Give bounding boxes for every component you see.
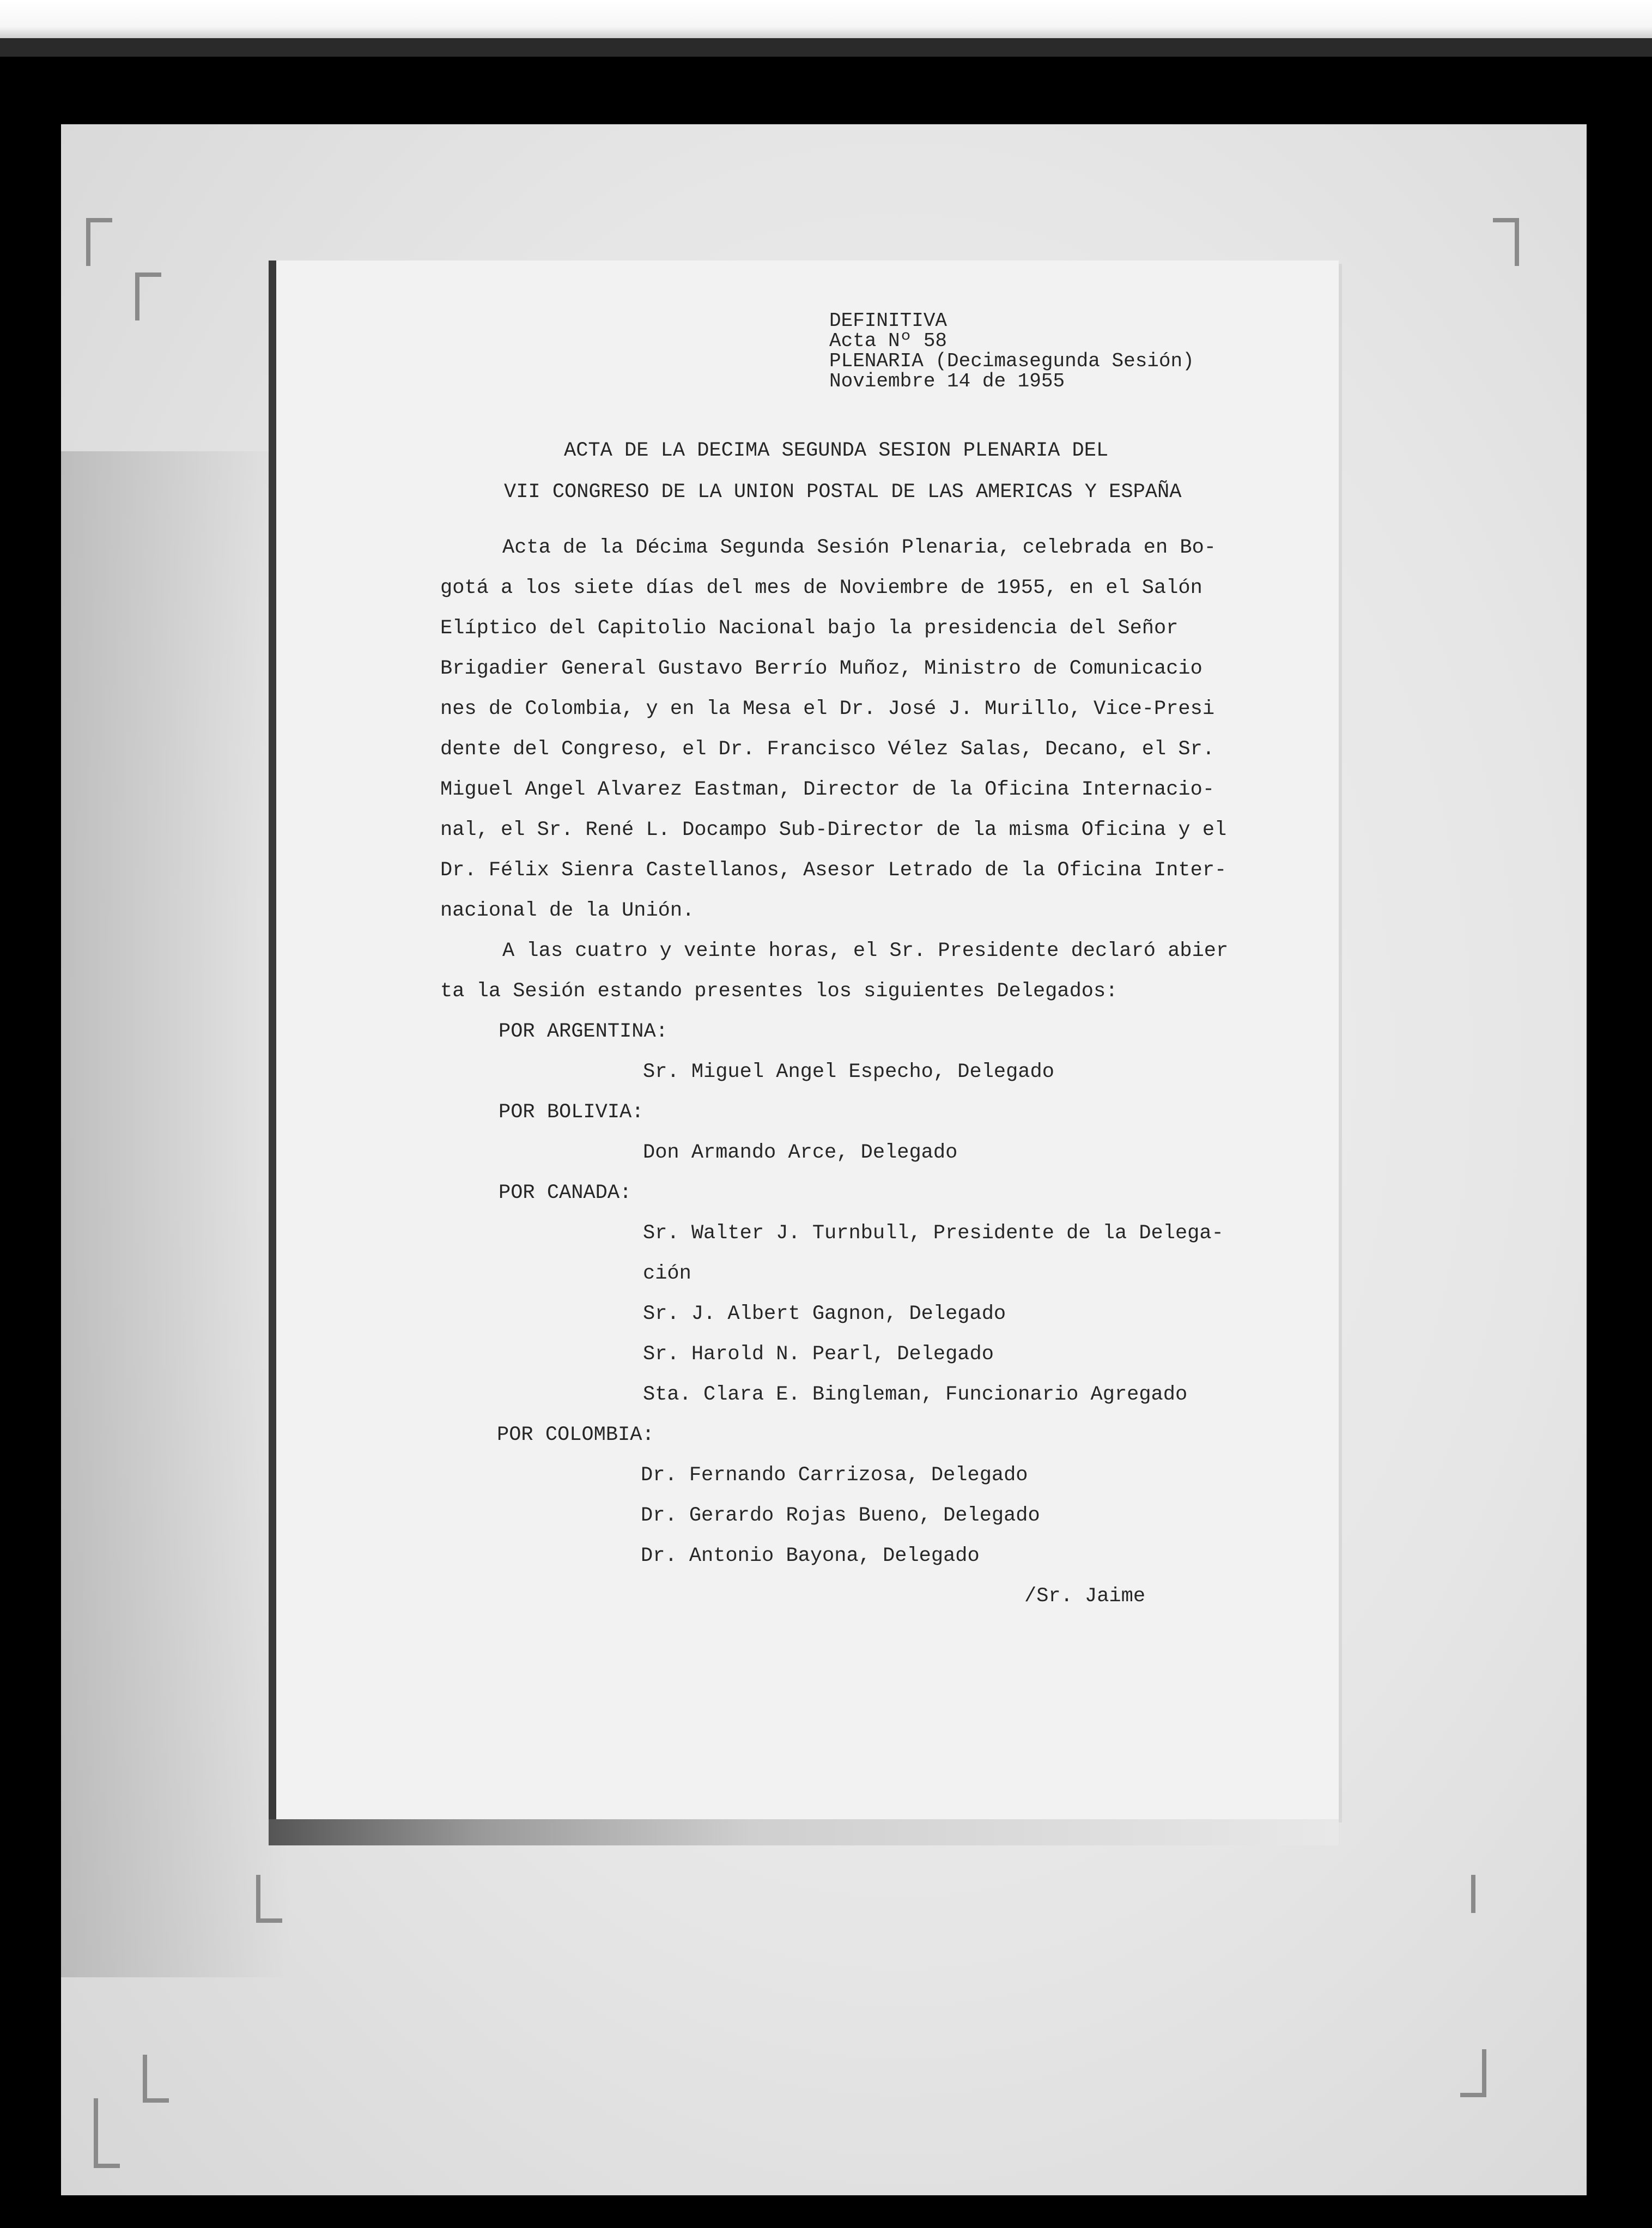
delegate-entry: Sr. Walter J. Turnbull, Presidente de la Delega- <box>643 1222 1224 1245</box>
title-line-2: VII CONGRESO DE LA UNION POSTAL DE LAS AMERICAS Y ESPAÑA <box>504 481 1182 504</box>
paragraph-line: Acta de la Décima Segunda Sesión Plenaria, celebrada en Bo- <box>502 536 1217 559</box>
frame-corner-mark <box>135 273 161 320</box>
paragraph-line: Brigadier General Gustavo Berrío Muñoz, Ministro de Comunicacio <box>440 657 1202 680</box>
delegation-country: POR BOLIVIA: <box>499 1101 644 1124</box>
paragraph-line: nes de Colombia, y en la Mesa el Dr. José J. Murillo, Vice-Presi <box>440 698 1215 721</box>
top-light-band <box>0 0 1652 38</box>
header-status: DEFINITIVA <box>829 310 948 332</box>
delegation-country: POR COLOMBIA: <box>497 1424 654 1446</box>
paragraph-line: ta la Sesión estando presentes los siguientes Delegados: <box>440 980 1118 1003</box>
frame-corner-mark <box>1460 2049 1486 2097</box>
paragraph-line: nal, el Sr. René L. Docampo Sub-Director de la misma Oficina y el <box>440 819 1227 841</box>
delegate-entry: Dr. Gerardo Rojas Bueno, Delegado <box>641 1504 1040 1527</box>
title-line-1: ACTA DE LA DECIMA SEGUNDA SESION PLENARIA DEL <box>564 439 1109 462</box>
frame-corner-mark <box>94 2098 120 2168</box>
header-act-number: Acta Nº 58 <box>829 330 948 352</box>
delegate-entry: Don Armando Arce, Delegado <box>643 1141 958 1164</box>
continuation-note: /Sr. Jaime <box>1024 1585 1146 1608</box>
delegate-entry: Dr. Antonio Bayona, Delegado <box>641 1545 980 1567</box>
header-date: Noviembre 14 de 1955 <box>829 370 1065 392</box>
page-bottom-shadow <box>269 1819 1339 1845</box>
paragraph-line: Elíptico del Capitolio Nacional bajo la presidencia del Señor <box>440 617 1179 640</box>
paragraph-line: gotá a los siete días del mes de Noviembre de 1955, en el Salón <box>440 577 1202 600</box>
frame-corner-mark <box>256 1875 282 1923</box>
delegation-country: POR CANADA: <box>499 1182 632 1204</box>
paragraph-line: dente del Congreso, el Dr. Francisco Vélez Salas, Decano, el Sr. <box>440 738 1215 761</box>
delegate-entry: ción <box>643 1262 691 1285</box>
paragraph-line: A las cuatro y veinte horas, el Sr. Presidente declaró abier <box>502 940 1229 962</box>
frame-corner-mark <box>143 2055 169 2103</box>
frame-corner-mark <box>1449 1875 1475 1913</box>
header-session: PLENARIA (Decimasegunda Sesión) <box>829 350 1194 372</box>
delegate-entry: Sr. J. Albert Gagnon, Delegado <box>643 1303 1006 1325</box>
delegate-entry: Sr. Harold N. Pearl, Delegado <box>643 1343 994 1366</box>
delegate-entry: Sr. Miguel Angel Especho, Delegado <box>643 1061 1054 1083</box>
top-dark-line <box>0 38 1652 57</box>
frame-corner-mark <box>86 218 112 266</box>
paragraph-line: nacional de la Unión. <box>440 899 695 922</box>
delegation-country: POR ARGENTINA: <box>499 1020 668 1043</box>
delegate-entry: Dr. Fernando Carrizosa, Delegado <box>641 1464 1028 1487</box>
paragraph-line: Miguel Angel Alvarez Eastman, Director de la Oficina Internacio- <box>440 778 1215 801</box>
frame-corner-mark <box>1493 218 1519 266</box>
delegate-entry: Sta. Clara E. Bingleman, Funcionario Agregado <box>643 1383 1188 1406</box>
paragraph-line: Dr. Félix Sienra Castellanos, Asesor Letrado de la Oficina Inter- <box>440 859 1227 882</box>
